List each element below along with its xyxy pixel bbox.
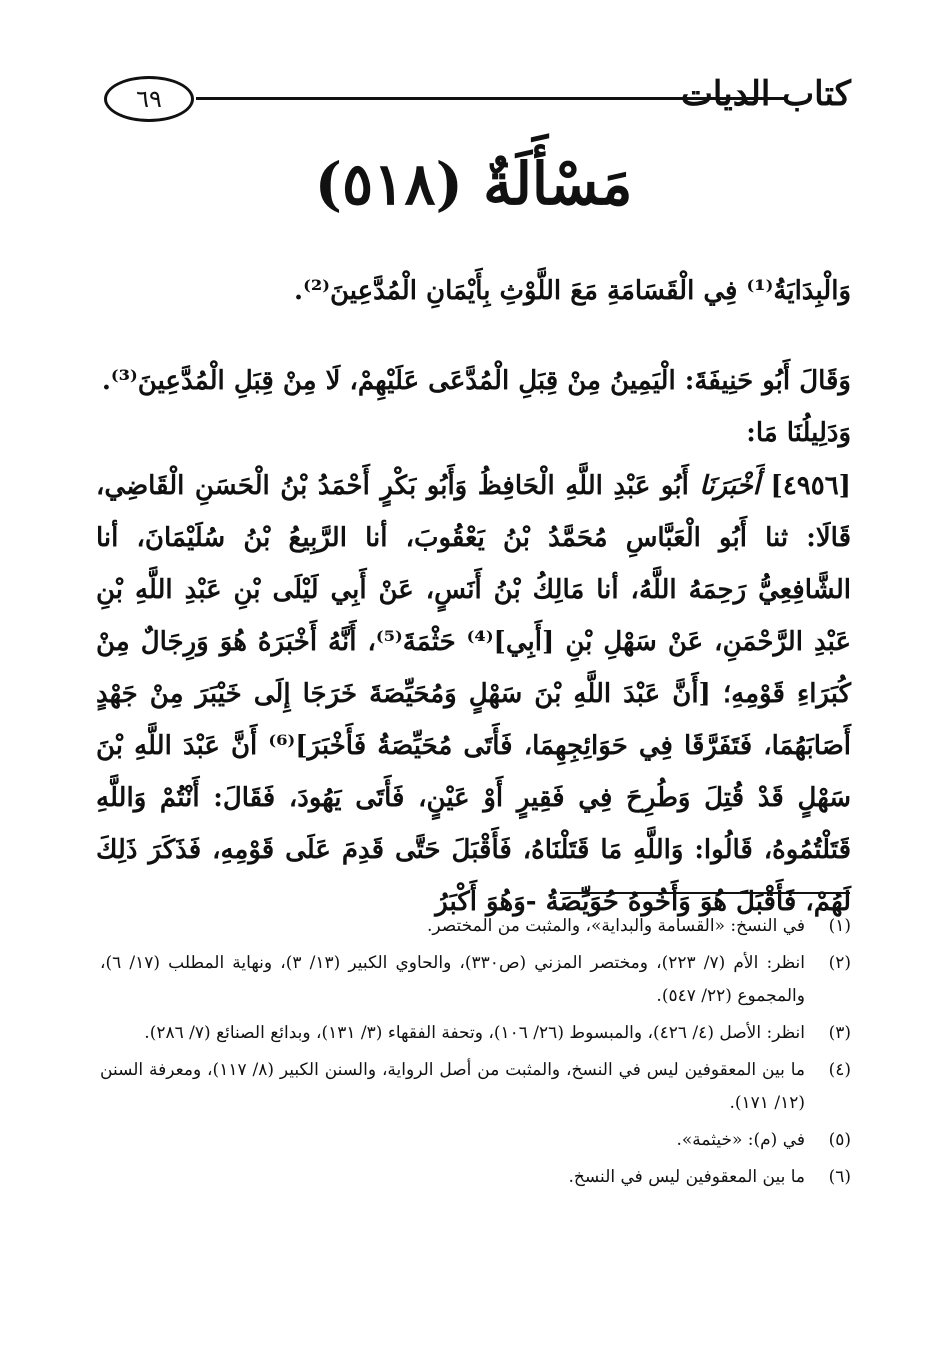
footnotes [100,910,851,1198]
footnote-item [100,910,851,943]
page-number: ٦٩ [104,76,194,122]
book-logo: كتاب الديات [680,74,851,114]
akhbarana-word: أَخْبَرَنَا [699,471,760,501]
hadith-paragraph [96,460,851,928]
dalil-line: وَدَلِيلُنَا مَا: [746,418,851,448]
header-rule [196,97,786,100]
footnote-number: (٢) [828,953,851,973]
footnote-number: (٥) [828,1130,851,1150]
footnote-item [100,1161,851,1194]
hadith-number: [٤٩٥٦] [770,471,851,501]
page-title: مَسْأَلَةٌ (٥١٨) [314,150,633,218]
footnote-item [100,1124,851,1157]
footnote-text: في النسخ: «القسامة والبداية»، والمثبت من المختصر. [426,916,805,936]
hadith-text: أَبُو عَبْدِ اللَّهِ الْحَافِظُ وَأَبُو بَكْرٍ أَحْمَدُ بْنُ الْحَسَنِ الْقَاضِي، قَالَا: ثنا أَبُو الْعَبَّاسِ مُحَمَّدُ بْنُ يَعْقُوبَ، أنا الرَّبِيعُ بْنُ سُلَيْمَانَ، أنا الشَّافِعِيُّ رَحِمَهُ اللَّهُ، أنا مَالِكُ بْنُ أَنَسٍ، عَنْ أَبِي لَيْلَى بْنِ عَبْدِ اللَّهِ بْنِ عَبْدِ الرَّحْمَنِ، عَنْ سَهْلِ بْنِ [أَبِي]⁽⁴⁾ حَثْمَةَ⁽⁵⁾، أَنَّهُ أَخْبَرَهُ هُوَ وَرِجَالٌ مِنْ كُبَرَاءِ قَوْمِهِ؛ [أَنَّ عَبْدَ اللَّهِ بْنَ سَهْلٍ وَمُحَيِّصَةَ خَرَجَا إِلَى خَيْبَرَ مِنْ جَهْدٍ أَصَابَهُمَا، فَتَفَرَّقَا فِي حَوَائِجِهِمَا، فَأَتَى مُحَيِّصَةُ فَأَخْبَرَ]⁽⁶⁾ أَنَّ عَبْدَ اللَّهِ بْنَ سَهْلٍ قَدْ قُتِلَ وَطُرِحَ فِي فَقِيرٍ أَوْ عَيْنٍ، فَأَتَى يَهُودَ، فَقَالَ: أَنْتُمْ وَاللَّهِ قَتَلْتُمُوهُ، قَالُوا: وَاللَّهِ مَا قَتَلْنَاهُ، فَأَقْبَلَ حَتَّى قَدِمَ عَلَى قَوْمِهِ، فَذَكَرَ ذَلِكَ لَهُمْ، فَأَقْبَلَ هُوَ وَأَخُوهُ حُوَيِّصَةُ -وَهُوَ أَكْبَرُ [96,471,852,917]
footnote-text: انظر: الأم (٧/ ٢٢٣)، ومختصر المزني (ص٣٣٠)، والحاوي الكبير (١٣/ ٣)، ونهاية المطلب (١٧/ ٦)، والمجموع (٢٢/ ٥٤٧). [100,953,805,1006]
footnote-number: (٣) [828,1023,851,1043]
footnote-item [100,1017,851,1050]
footnote-separator [560,892,850,894]
footnote-text: ما بين المعقوفين ليس في النسخ، والمثبت من أصل الرواية، والسنن الكبير (٨/ ١١٧)، ومعرفة السنن (١٢/ ١٧١). [100,1060,805,1113]
footnote-number: (٤) [828,1060,851,1080]
footnote-item [100,947,851,1013]
footnote-number: (٦) [828,1167,851,1187]
footnote-text: انظر: الأصل (٤/ ٤٢٦)، والمبسوط (٢٦/ ١٠٦)، وتحفة الفقهاء (٣/ ١٣١)، وبدائع الصنائع (٧/ ٢٨٦). [144,1023,805,1043]
footnote-number: (١) [828,916,851,936]
heading-line: وَالْبِدَايَةُ⁽¹⁾ فِي الْقَسَامَةِ مَعَ اللَّوْثِ بِأَيْمَانِ الْمُدَّعِينَ⁽²⁾. [294,276,851,306]
abu-hanifa-line: وَقَالَ أَبُو حَنِيفَةَ: الْيَمِينُ مِنْ قِبَلِ الْمُدَّعَى عَلَيْهِمْ، لَا مِنْ قِبَلِ الْمُدَّعِينَ⁽³⁾. [101,366,851,396]
footnote-text: ما بين المعقوفين ليس في النسخ. [568,1167,805,1187]
footnote-item [100,1054,851,1120]
footnote-text: في (م): «خيثمة». [676,1130,805,1150]
